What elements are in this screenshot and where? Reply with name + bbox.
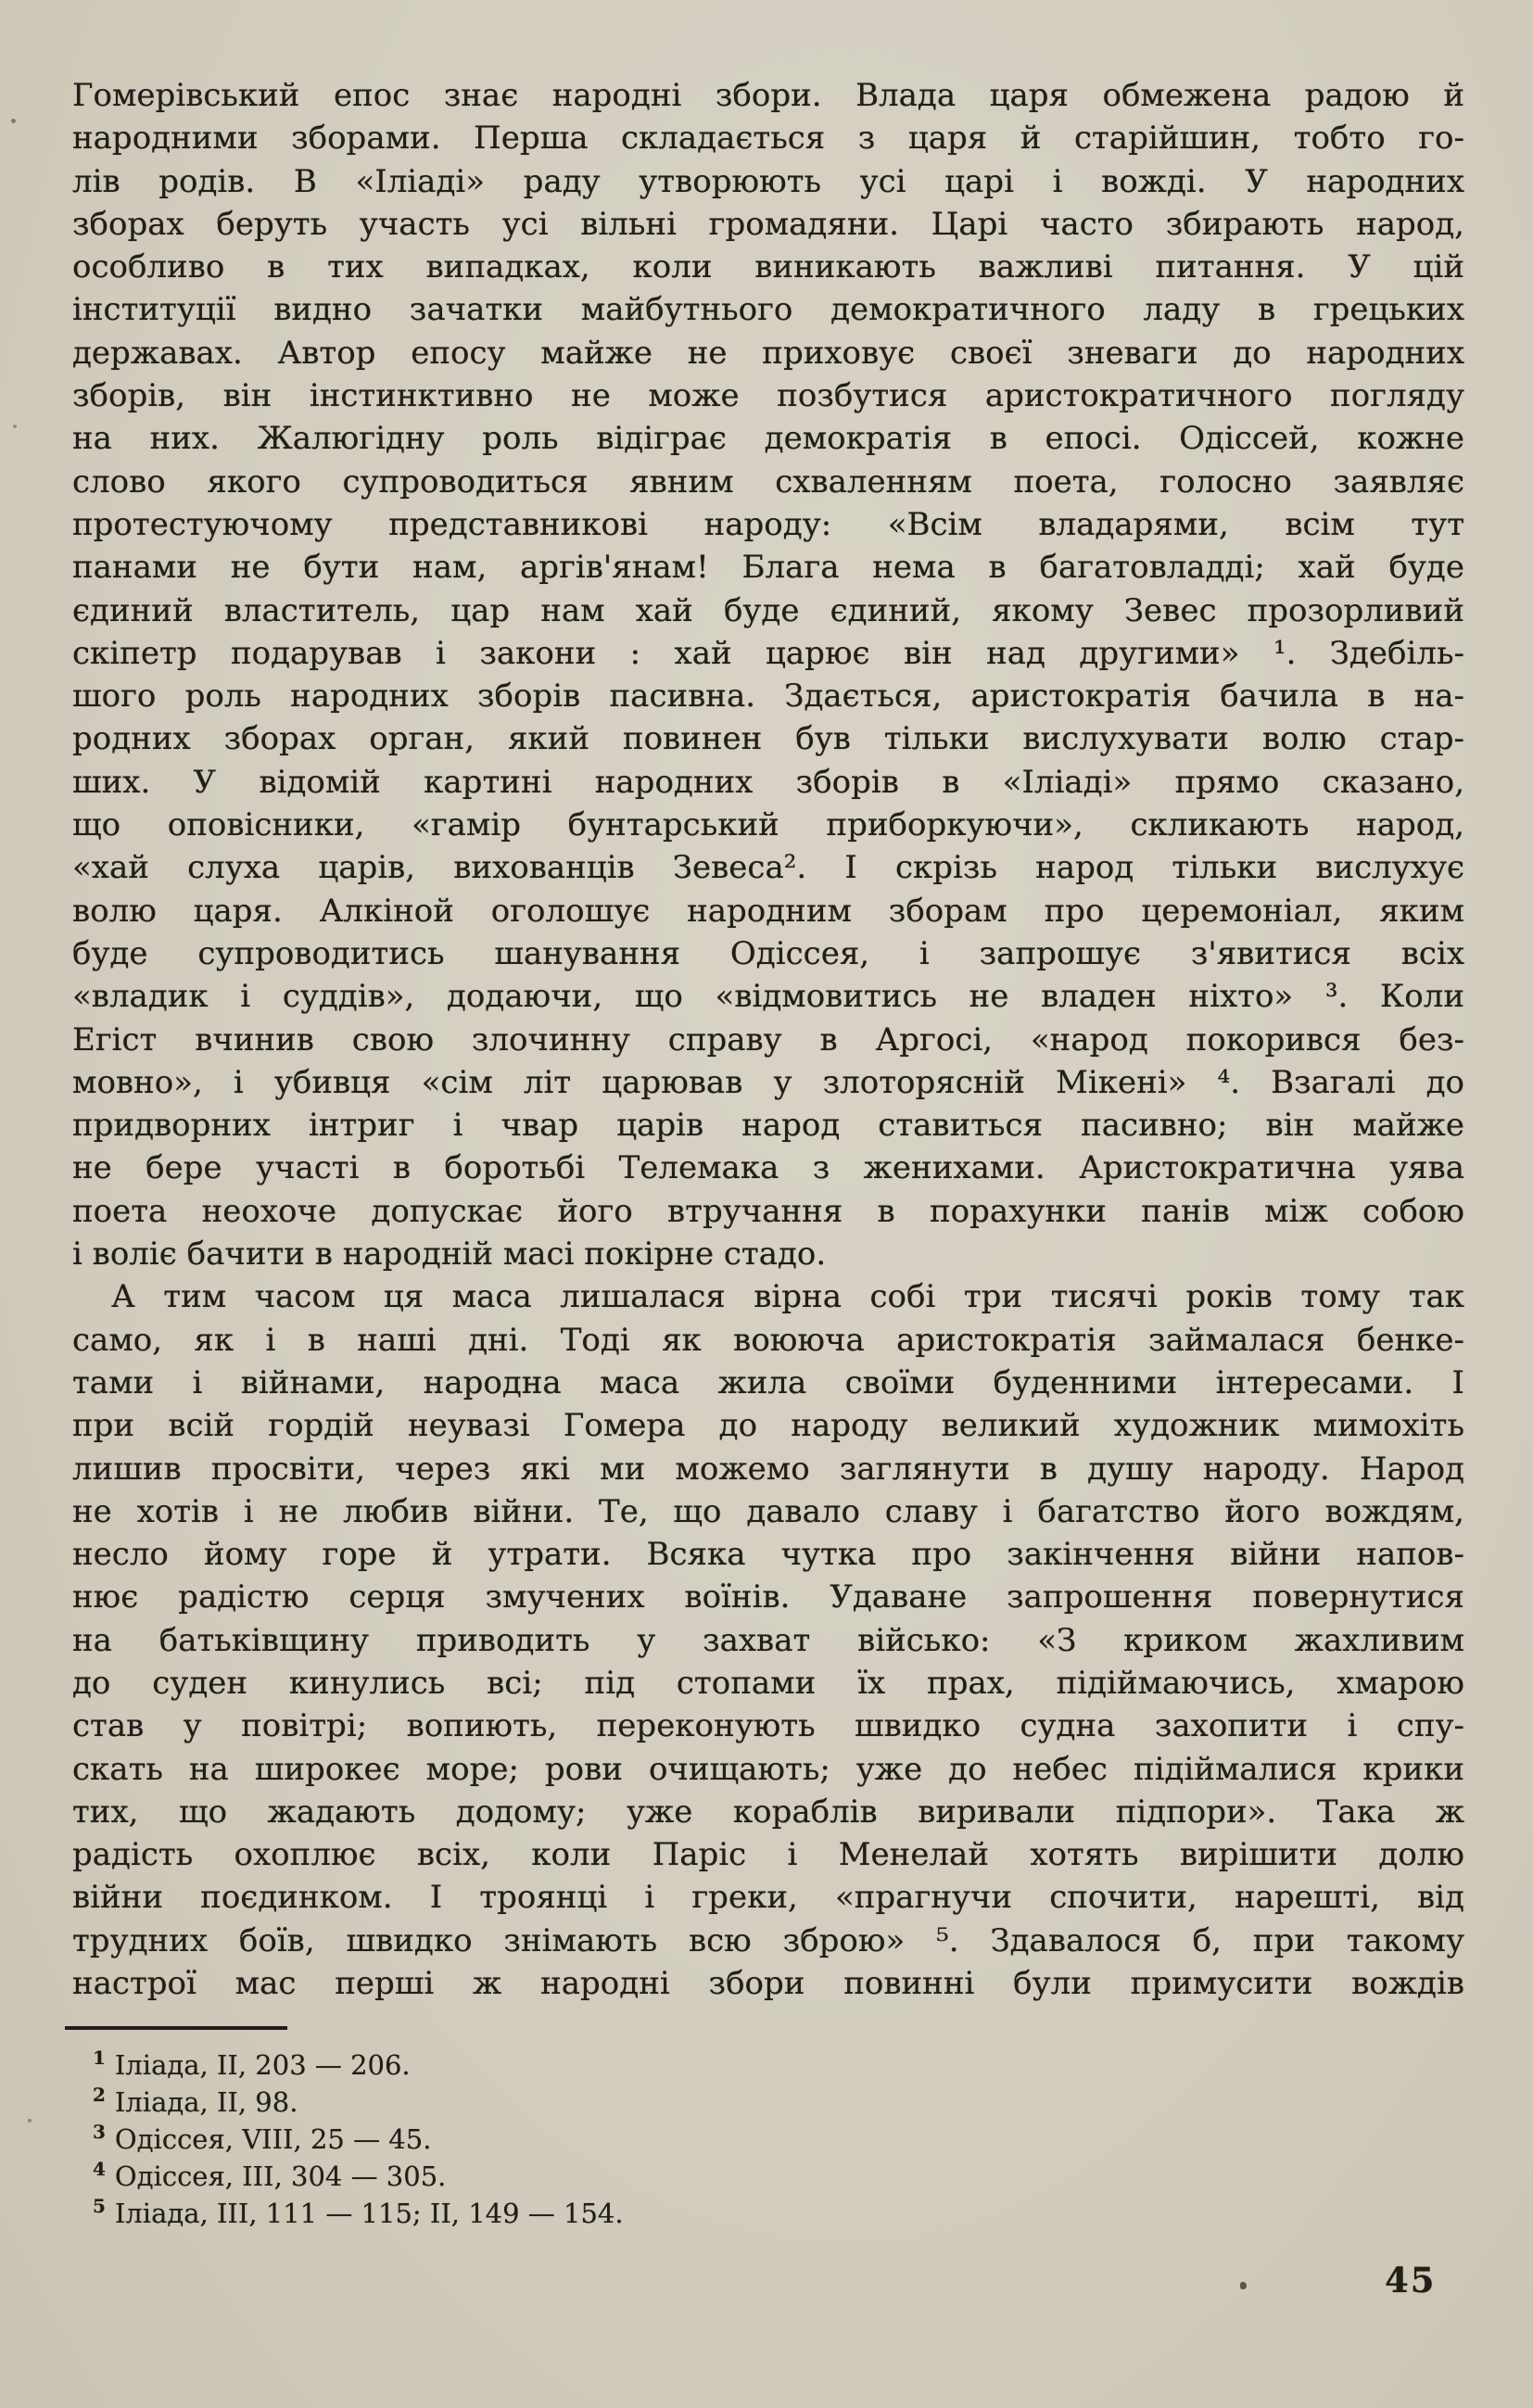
body-text-line: єдиний властитель, цар нам хай буде єдиний, якому Зевес прозорливий [72,591,1464,629]
body-text-line: родних зборах орган, який повинен був тільки вислухувати волю стар- [72,720,1464,758]
page-number: 45 [1385,2260,1437,2300]
body-text-line: протестуючому представникові народу: «Всім владарями, всім тут [72,505,1464,543]
footnote-marker: 5 [93,2195,106,2218]
footnote-text: Іліада, III, 111 — 115; II, 149 — 154. [114,2198,624,2229]
body-text-line: на них. Жалюгідну роль відіграє демократія в епосі. Одіссей, кожне [72,420,1464,458]
footnotes-block [72,2047,1464,2232]
body-text-line: само, як і в наші дні. Тоді як воююча аристократія займалася бенке- [72,1321,1464,1359]
body-text-line: не хотів і не любив війни. Те, що давало славу і багатство його вождям, [72,1492,1464,1530]
footnote-text: Іліада, II, 203 — 206. [114,2049,411,2081]
body-text-line: Гомерівський епос знає народні збори. Влада царя обмежена радою й [72,77,1464,114]
body-text-line: інституції видно зачатки майбутнього демократичного ладу в грецьких [72,291,1464,329]
body-text-line: війни поєдинком. І троянці і греки, «прагнучи спочити, нарешті, від [72,1879,1464,1917]
footnote-marker: 4 [93,2158,106,2181]
paper-speck [13,425,17,428]
body-text-line: радість охоплює всіх, коли Паріс і Менелай хотять вирішити долю [72,1836,1464,1874]
body-text-line: при всій гордій неувазі Гомера до народу великий художник мимохіть [72,1407,1464,1445]
body-text-line: несло йому горе й утрати. Всяка чутка про закінчення війни напов- [72,1536,1464,1574]
body-text-block [72,74,1464,2005]
body-text-line: лів родів. В «Іліаді» раду утворюють усі царі і вожді. У народних [72,162,1464,200]
footnote-marker: 1 [93,2047,106,2070]
footnote-marker: 2 [93,2084,106,2107]
body-text-line: скіпетр подарував і закони : хай царює він над другими» ¹. Здебіль- [72,634,1464,672]
footnote-text: Іліада, II, 98. [114,2086,298,2118]
body-text-line: лишив просвіти, через які ми можемо заглянути в душу народу. Народ [72,1450,1464,1488]
body-text-line: настрої мас перші ж народні збори повинні були примусити вождів [72,1965,1464,2003]
body-text-line: буде супроводитись шанування Одіссея, і запрошує з'явитися всіх [72,934,1464,972]
body-text-line: А тим часом ця маса лишалася вірна собі три тисячі років тому так [111,1278,1464,1316]
footnote [72,2084,1464,2121]
body-text-line: особливо в тих випадках, коли виникають важливі питання. У цій [72,248,1464,286]
body-text-line: що оповісники, «гамір бунтарський приборкуючи», скликають народ, [72,806,1464,844]
body-text-line: не бере участі в боротьбі Телемака з женихами. Аристократична уява [72,1149,1464,1187]
body-text-line: нює радістю серця змучених воїнів. Удаване запрошення повернутися [72,1578,1464,1616]
body-text-line: до суден кинулись всі; під стопами їх прах, підіймаючись, хмарою [72,1664,1464,1702]
body-text-line: волю царя. Алкіной оголошує народним зборам про церемоніал, яким [72,892,1464,930]
footnote-text: Одіссея, VIII, 25 — 45. [114,2123,432,2155]
body-text-line: на батьківщину приводить у захват військо: «З криком жахливим [72,1621,1464,1659]
footnote [72,2047,1464,2084]
footnote [72,2121,1464,2158]
body-text-line: панами не бути нам, аргів'янам! Блага нема в багатовладді; хай буде [72,549,1464,587]
body-text-line: ших. У відомій картині народних зборів в «Іліаді» прямо сказано, [72,763,1464,801]
footnote-separator-rule [65,2026,287,2030]
body-text-line: слово якого супроводиться явним схваленням поета, голосно заявляє [72,463,1464,501]
body-text-line: народними зборами. Перша складається з царя й старійшин, тобто го- [72,120,1464,158]
body-text-line: і воліє бачити в народній масі покірне стадо. [72,1236,827,1274]
body-text-line: тами і війнами, народна маса жила своїми буденними інтересами. І [72,1363,1464,1401]
body-text-line: «хай слуха царів, вихованців Зевеса². І скрізь народ тільки вислухує [72,849,1464,887]
footnote [72,2158,1464,2195]
body-text-line: шого роль народних зборів пасивна. Здається, аристократія бачила в на- [72,678,1464,716]
body-text-line: мовно», і убивця «сім літ царював у злоторясній Мікені» ⁴. Взагалі до [72,1063,1464,1101]
paper-speck [1240,2282,1247,2289]
body-text-line: зборів, він інстинктивно не може позбутися аристократичного погляду [72,377,1464,415]
body-text-line: державах. Автор епосу майже не приховує своєї зневаги до народних [72,334,1464,372]
footnote-marker: 3 [93,2121,106,2144]
body-text-line: зборах беруть участь усі вільні громадяни. Царі часто збирають народ, [72,205,1464,243]
body-text-line: скать на широкеє море; рови очищають; уже до небес підіймалися крики [72,1750,1464,1788]
paper-speck [11,119,16,123]
footnote-text: Одіссея, III, 304 — 305. [114,2161,447,2192]
body-text-line: поета неохоче допускає його втручання в порахунки панів між собою [72,1192,1464,1230]
body-text-line: став у повітрі; вопиють, переконують швидко судна захопити і спу- [72,1707,1464,1745]
body-text-line: придворних інтриг і чвар царів народ ставиться пасивно; він майже [72,1107,1464,1145]
body-text-line: Егіст вчинив свою злочинну справу в Аргосі, «народ покорився без- [72,1020,1464,1058]
paper-speck [28,2119,32,2123]
body-text-line: тих, що жадають додому; уже кораблів виривали підпори». Така ж [72,1793,1464,1831]
body-text-line: трудних боїв, швидко знімають всю зброю» ⁵. Здавалося б, при такому [72,1921,1464,1959]
body-text-line: «владик і суддів», додаючи, що «відмовитись не владен ніхто» ³. Коли [72,978,1464,1016]
footnote [72,2195,1464,2232]
